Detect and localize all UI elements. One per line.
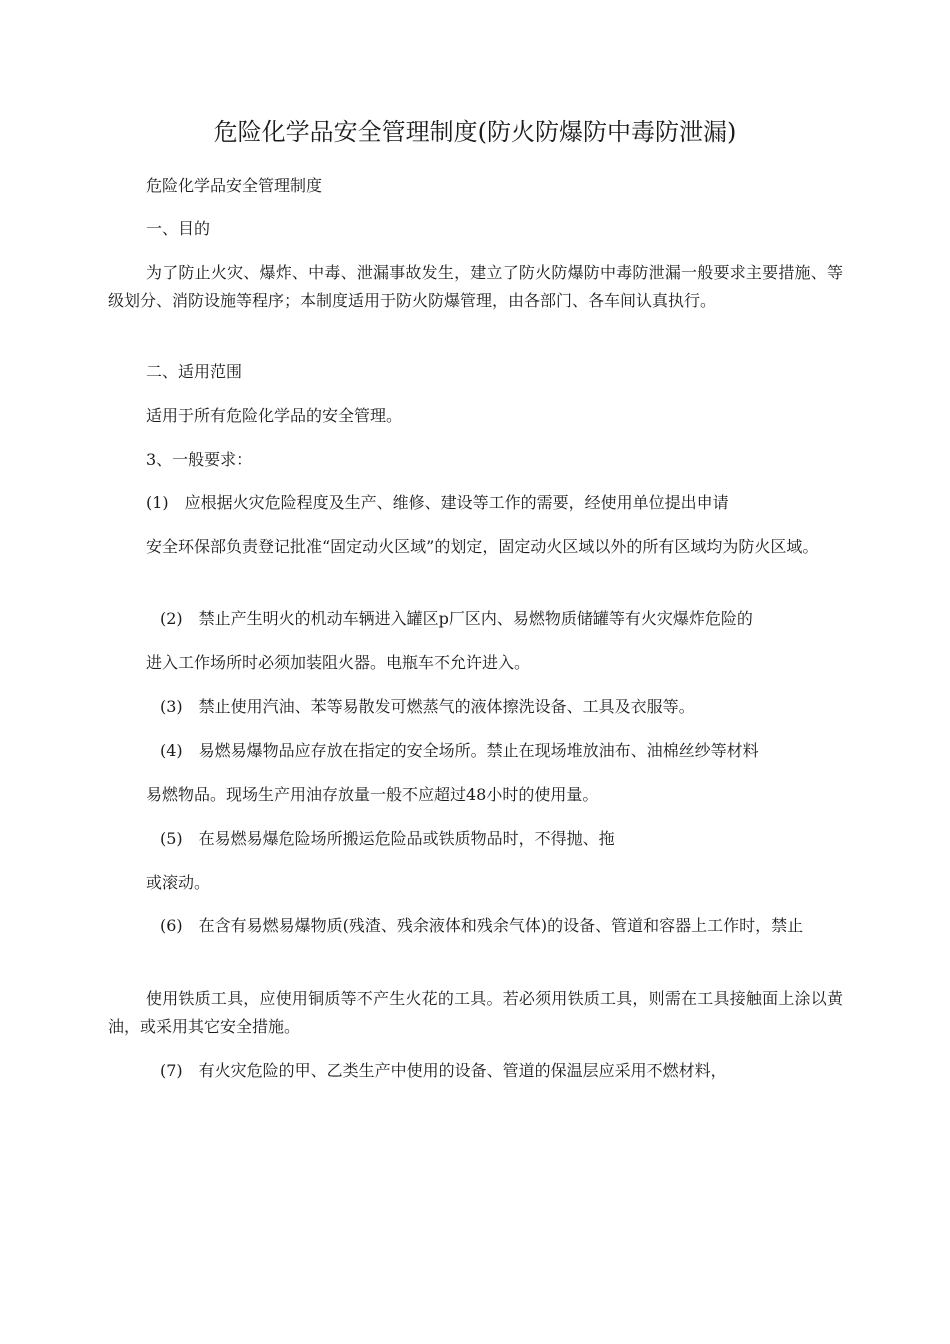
- item-2: (2) 禁止产生明火的机动车辆进入罐区p厂区内、易燃物质储罐等有火灾爆炸危险的: [160, 609, 753, 628]
- paragraph-purpose: 为了防止火灾、爆炸、中毒、泄漏事故发生，建立了防火防爆防中毒防泄漏一般要求主要措施、等级划分、消防设施等程序；本制度适用于防火防爆管理，由各部门、各车间认真执行。: [108, 263, 843, 310]
- item-5: (5) 在易燃易爆危险场所搬运危险品或铁质物品时，不得抛、拖: [160, 829, 615, 848]
- item-5-continued: 或滚动。: [146, 873, 211, 892]
- heading-scope: 二、适用范围: [146, 362, 243, 381]
- heading-purpose: 一、目的: [146, 219, 211, 238]
- item-4: (4) 易燃易爆物品应存放在指定的安全场所。禁止在现场堆放油布、油棉丝纱等材料: [160, 741, 759, 760]
- item-4-continued: 易燃物品。现场生产用油存放量一般不应超过48小时的使用量。: [146, 785, 599, 804]
- heading-general-requirements: 3、一般要求：: [146, 450, 253, 469]
- item-2-continued: 进入工作场所时必须加装阻火器。电瓶车不允许进入。: [146, 653, 531, 672]
- paragraph-scope: 适用于所有危险化学品的安全管理。: [146, 406, 403, 425]
- paragraph-subtitle: 危险化学品安全管理制度: [146, 176, 323, 195]
- item-7: (7) 有火灾危险的甲、乙类生产中使用的设备、管道的保温层应采用不燃材料，: [160, 1061, 727, 1080]
- item-6-continued: 使用铁质工具，应使用铜质等不产生火花的工具。若必须用铁质工具，则需在工具接触面上涂以黄油，或采用其它安全措施。: [108, 989, 843, 1036]
- item-1: (1) 应根据火灾危险程度及生产、维修、建设等工作的需要，经使用单位提出申请: [146, 493, 729, 512]
- item-3: (3) 禁止使用汽油、苯等易散发可燃蒸气的液体擦洗设备、工具及衣服等。: [160, 697, 695, 716]
- document-title: 危险化学品安全管理制度(防火防爆防中毒防泄漏): [213, 118, 737, 146]
- item-1-continued: 安全环保部负责登记批准“固定动火区域”的划定，固定动火区域以外的所有区域均为防火区域。: [146, 537, 819, 556]
- item-6: (6) 在含有易燃易爆物质(残渣、残余液体和残余气体)的设备、管道和容器上工作时，禁止: [160, 916, 804, 935]
